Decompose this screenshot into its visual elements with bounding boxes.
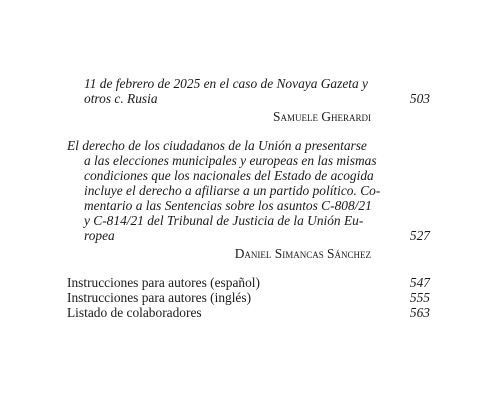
entry-title-line: condiciones que los nacionales del Estado de acogida (84, 168, 374, 183)
entry-title-line: El derecho de los ciudadanos de la Unión a presentarse (67, 138, 367, 153)
entry-author: Daniel Simancas Sánchez (234, 246, 371, 261)
entry-page-number: 527 (409, 228, 430, 243)
misc-entry-page: 547 (409, 275, 430, 290)
entry-page-number: 503 (409, 91, 430, 106)
entry-title-line: y C-814/21 del Tribunal de Justicia de la Unión Eu- (84, 213, 364, 228)
entry-title-line: incluye el derecho a afiliarse a un partido político. Co- (84, 183, 381, 198)
misc-entry-label: Instrucciones para autores (español) (67, 275, 260, 290)
entry-title-line: a las elecciones municipales y europeas en las mismas (84, 153, 377, 168)
entry-author: Samuele Gherardi (273, 109, 371, 124)
misc-entry-page: 563 (409, 305, 430, 320)
misc-entry-label: Instrucciones para autores (inglés) (67, 290, 252, 305)
misc-entry-label: Listado de colaboradores (67, 305, 202, 320)
entry-title-line: 11 de febrero de 2025 en el caso de Novaya Gazeta y (84, 76, 368, 91)
entry-title-line: mentario a las Sentencias sobre los asuntos C-808/21 (84, 198, 372, 213)
entry-title-line: otros c. Rusia (84, 91, 158, 106)
misc-entry-page: 555 (409, 290, 430, 305)
entry-title-line: ropea (84, 228, 115, 243)
